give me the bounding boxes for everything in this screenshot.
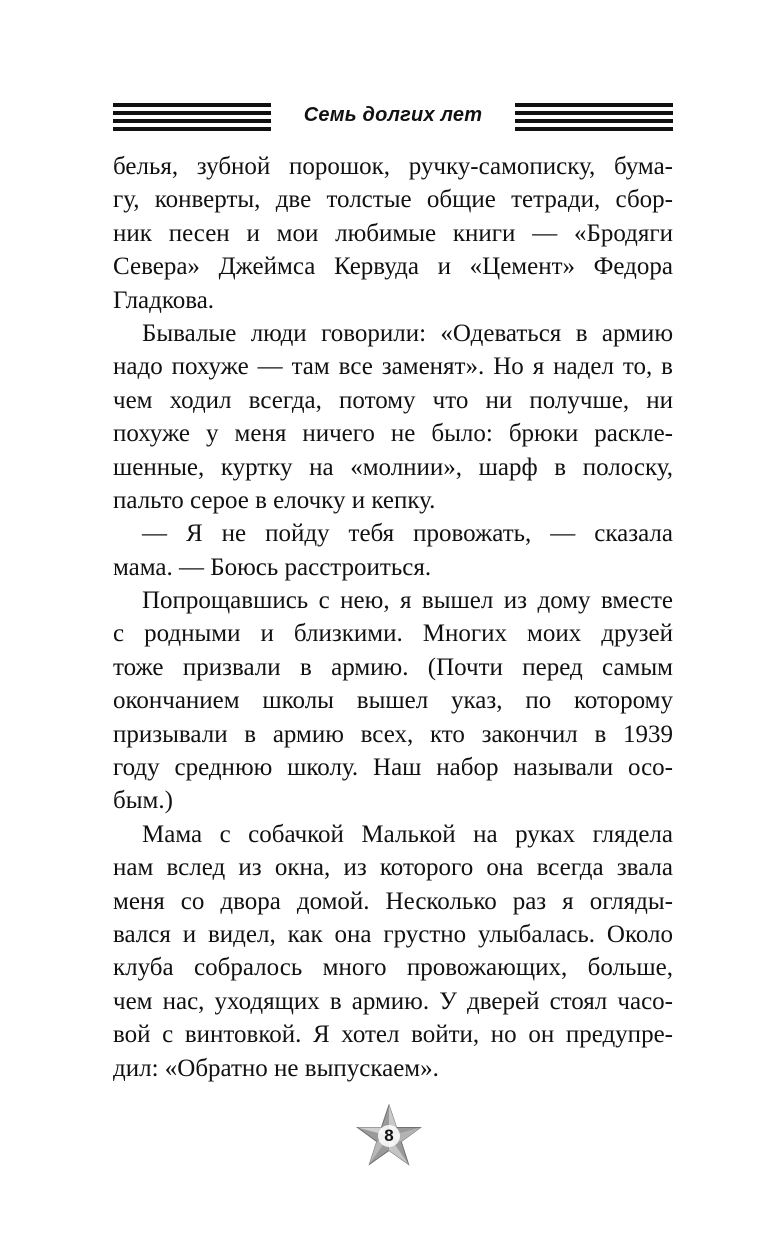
text-line: — Я не пойду тебя провожать, — сказала: [142, 520, 673, 548]
text-line: белья, зубной порошок, ручку-самописку, бума-: [113, 153, 673, 180]
text-line: шенные, куртку на «молнии», шарф в полоску,: [113, 453, 673, 481]
text-line: Мама с собачкой Малькой на руках глядела: [142, 820, 673, 848]
text-line: мама. — Боюсь расстроиться.: [113, 553, 432, 581]
text-line: окончанием школы вышел указ, по которому: [113, 687, 673, 715]
text-line: гу, конверты, две толстые общие тетради, сбор-: [113, 186, 673, 214]
text-line: бым.): [113, 787, 173, 815]
page-number: 8: [384, 1126, 394, 1145]
header-stripes-left: [113, 103, 271, 131]
text-line: клуба собралось много провожающих, больше,: [113, 954, 673, 982]
text-line: меня со двора домой. Несколько раз я огляды-: [113, 887, 673, 915]
text-line: ник песен и мои любимые книги — «Бродяги: [113, 219, 673, 247]
text-line: с родными и близкими. Многих моих друзей: [113, 620, 673, 648]
text-line: вался и видел, как она грустно улыбалась. Около: [113, 920, 673, 948]
page-folio: [356, 1104, 422, 1168]
book-title: Семь долгих лет: [303, 104, 483, 126]
text-line: нам вслед из окна, из которого она всегда звала: [113, 854, 673, 882]
text-line: похуже у меня ничего не было: брюки раскле-: [113, 420, 673, 448]
text-line: пальто серое в елочку и кепку.: [113, 486, 436, 514]
text-line: дил: «Обратно не выпускаем».: [113, 1054, 439, 1082]
text-line: тоже призвали в армию. (Почти перед самым: [113, 653, 673, 681]
text-line: Севера» Джеймса Кервуда и «Цемент» Федора: [113, 253, 673, 281]
text-line: чем нас, уходящих в армию. У дверей стоял часо-: [113, 987, 673, 1015]
text-line: призывали в армию всех, кто закончил в 1939: [113, 720, 673, 748]
text-line: году среднюю школу. Наш набор называли осо-: [113, 754, 673, 782]
text-line: вой с винтовкой. Я хотел войти, но он предупре-: [113, 1021, 673, 1049]
running-header: [113, 100, 673, 134]
header-stripes-right: [515, 103, 673, 131]
text-line: Гладкова.: [113, 286, 215, 314]
text-line: чем ходил всегда, потому что ни получше, ни: [113, 386, 673, 414]
body-text: [113, 150, 673, 1085]
text-line: Попрощавшись с нею, я вышел из дому вместе: [142, 587, 673, 615]
text-line: Бывалые люди говорили: «Одеваться в армию: [142, 319, 673, 347]
text-line: надо похуже — там все заменят». Но я надел то, в: [113, 353, 673, 381]
